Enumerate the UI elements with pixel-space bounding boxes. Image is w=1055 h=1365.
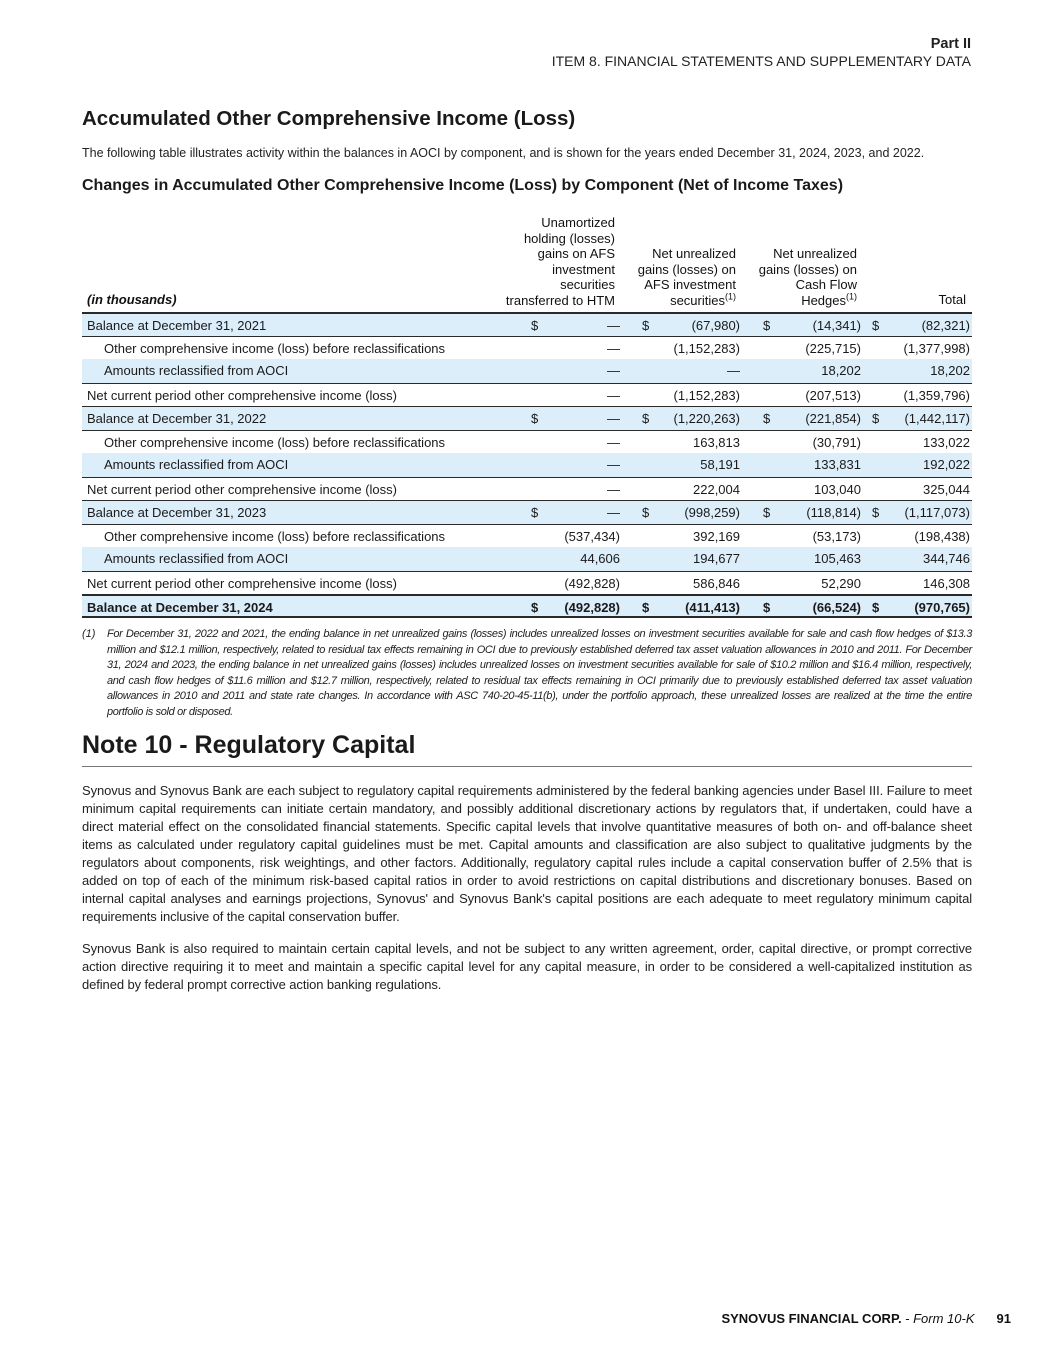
table-row [82,594,972,618]
row-label: Other comprehensive income (loss) before reclassifications [104,528,446,544]
cell-afs: 58,191 [700,457,740,472]
aoci-intro: The following table illustrates activity within the balances in AOCI by component, and is shown for the years ended December 31, 2024, 2023, and 2022. [82,146,925,160]
note10-paragraph-1: Synovus and Synovus Bank are each subject to regulatory capital requirements administered by the federal banking agencies under Basel III. Failure to meet minimum capital requirements can initiate certain mandatory, and possibly additional discretionary actions by regulators that, if undertaken, could have a direct material effect on the consolidated financial statements. Specific capital levels that involve quantitative measures of both on- and off-balance sheet items as calculated under regulatory capital guidelines must be met. Capital amounts and classification are also subject to qualitative judgments by the regulators about components, risk weightings, and other factors. Additionally, regulatory capital rules include a capital conservation buffer of 2.5% that is added on top of each of the minimum risk-based capital ratios in order to avoid restrictions on capital distributions and discretionary bonuses. Based on internal capital analyses and earnings projections, Synovus' and Synovus Bank's capital positions are each adequate to meet regulatory minimum capital requirements inclusive of the capital conservation buffer. [82,783,972,924]
dollar-sign: $ [763,505,771,520]
cell-htm: — [607,505,620,520]
row-label: Balance at December 31, 2024 [87,600,273,615]
cell-total: 18,202 [930,363,970,378]
footnote-ref: (1) [725,291,736,302]
table-row [82,500,972,524]
row-label: Other comprehensive income (loss) before reclassifications [104,434,446,450]
cell-htm: — [607,434,620,450]
col-header-line: Unamortized [541,215,615,230]
cell-htm: — [607,387,620,403]
cell-total: (198,438) [914,528,970,544]
cell-htm: — [607,411,620,426]
col-header-line: gains (losses) on [637,261,736,277]
cell-cfh: 105,463 [814,551,861,566]
cell-total: 325,044 [923,481,970,497]
table-row [82,547,972,571]
col-header-text: Hedges [801,292,846,308]
footnote-ref: (1) [846,291,857,302]
cell-afs: (1,220,263) [673,411,740,426]
dollar-sign: $ [642,411,650,426]
divider [82,766,972,767]
col-header-line: investment [552,261,615,277]
cell-total: (970,765) [914,600,970,615]
cell-cfh: (118,814) [806,505,861,520]
cell-afs: (67,980) [691,318,740,333]
cell-afs: 222,004 [693,481,740,497]
cell-cfh: (66,524) [812,600,861,615]
part-label: Part II [930,36,971,52]
table-row [82,359,972,383]
dollar-sign: $ [642,505,650,520]
col-header-line: holding (losses) [523,230,615,246]
row-label: Balance at December 31, 2022 [87,411,267,426]
cell-htm: (537,434) [564,528,620,544]
col-header-line: Net unrealized [773,246,857,261]
table-row [82,430,972,454]
aoci-title: Accumulated Other Comprehensive Income (Loss) [82,107,576,130]
cell-total: (1,377,998) [903,340,970,356]
cell-total: (82,321) [921,318,970,333]
footnote [82,627,972,720]
dollar-sign: $ [763,411,771,426]
col-header-line: Total [938,292,966,307]
row-label: Amounts reclassified from AOCI [104,457,289,472]
table-row [82,312,972,336]
company-name: SYNOVUS FINANCIAL CORP. [721,1311,902,1326]
cell-total: 146,308 [923,575,970,591]
cell-cfh: 133,831 [814,457,861,472]
cell-total: 344,746 [923,551,970,566]
cell-cfh: (207,513) [805,387,861,403]
dollar-sign: $ [531,411,539,426]
cell-total: (1,117,073) [904,505,970,520]
cell-cfh: (53,173) [812,528,861,544]
cell-total: 133,022 [923,434,970,450]
dollar-sign: $ [872,411,880,426]
aoci-table [82,312,972,618]
cell-afs: 586,846 [693,575,740,591]
dollar-sign: $ [531,318,539,333]
dollar-sign: $ [642,600,650,615]
note10-title: Note 10 - Regulatory Capital [82,731,416,759]
cell-cfh: 103,040 [814,481,861,497]
row-label: Amounts reclassified from AOCI [104,363,289,378]
col-header-line: transferred to HTM [505,292,615,308]
table-row [82,477,972,501]
cell-total: 192,022 [923,457,970,472]
col-header-htm [506,215,615,308]
dollar-sign: $ [763,600,771,615]
col-header-line [638,293,736,309]
cell-afs: 392,169 [693,528,740,544]
col-header-line: securities [560,277,615,292]
row-label: Balance at December 31, 2023 [87,505,267,520]
units-label: (in thousands) [87,292,177,307]
form-label: - Form 10-K [901,1311,975,1326]
cell-cfh: (225,715) [805,340,861,356]
cell-cfh: 18,202 [821,363,861,378]
row-label: Net current period other comprehensive income (loss) [87,481,397,497]
footnote-text: For December 31, 2022 and 2021, the ending balance in net unrealized gains (losses) includes unrealized losses on investment securities available for sale and cash flow hedges of $13.3 million and $12.1 million, respectively, related to residual tax effects remaining in OCI due to previously established deferred tax asset valuation allowances in 2010 and 2011. For December 31, 2024 and 2023, the ending balance in net unrealized gains (losses) includes unrealized losses on investment securities available for sale of $10.2 million and $16.4 million, respectively, and cash flow hedges of $11.6 million and $12.7 million, respectively, related to residual tax effects remaining in OCI primarily due to previously established deferred tax asset valuation allowances in 2010 and 2011 and state rate changes. In accordance with ASC 740-20-45-11(b), under the portfolio approach, these unrealized losses are realized at the time the entire portfolio is sold or disposed. [107,628,972,718]
dollar-sign: $ [872,318,880,333]
cell-cfh: (221,854) [805,411,861,426]
cell-total: (1,442,117) [904,411,970,426]
dollar-sign: $ [531,600,539,615]
cell-afs: 163,813 [693,434,740,450]
cell-cfh: 52,290 [821,575,861,591]
col-header-line: gains on AFS [537,246,615,261]
table-row [82,571,972,595]
col-header-line: Net unrealized [652,246,736,261]
footnote-mark: (1) [82,628,96,640]
row-label: Other comprehensive income (loss) before reclassifications [104,340,446,356]
dollar-sign: $ [763,318,771,333]
cell-total: (1,359,796) [903,387,970,403]
table-row [82,383,972,407]
cell-htm: (492,828) [564,600,620,615]
row-label: Net current period other comprehensive income (loss) [87,575,397,591]
col-header-cfh [759,246,857,308]
row-label: Net current period other comprehensive income (loss) [87,387,397,403]
col-header-line: gains (losses) on [758,261,857,277]
page-header [552,36,971,70]
table-row [82,524,972,548]
dollar-sign: $ [872,505,880,520]
table-row [82,406,972,430]
cell-htm: — [607,457,620,472]
col-header-line: AFS investment [644,277,736,292]
page-footer [721,1311,1011,1326]
cell-htm: 44,606 [580,551,620,566]
table-row [82,336,972,360]
dollar-sign: $ [531,505,539,520]
col-header-line: Cash Flow [795,277,857,292]
page-number: 91 [996,1311,1011,1326]
item-label: ITEM 8. FINANCIAL STATEMENTS AND SUPPLEMENTARY DATA [551,53,971,69]
row-label: Amounts reclassified from AOCI [104,551,289,566]
cell-htm: — [607,363,620,378]
note10-paragraph-2: Synovus Bank is also required to maintain certain capital levels, and not be subject to any written agreement, order, capital directive, or prompt corrective action directive requiring it to meet and maintain a specific capital level for any capital measure, in order to be considered a well-capitalized institution as defined by federal prompt corrective action banking regulations. [82,941,972,992]
cell-afs: (1,152,283) [673,387,740,403]
dollar-sign: $ [642,318,650,333]
cell-afs: 194,677 [693,551,740,566]
dollar-sign: $ [872,600,880,615]
row-label: Balance at December 31, 2021 [87,318,267,333]
cell-afs: (998,259) [684,505,740,520]
col-header-total [939,292,966,308]
table-title: Changes in Accumulated Other Comprehensive Income (Loss) by Component (Net of Income Taxes) [82,177,844,194]
cell-htm: — [607,340,620,356]
cell-afs: (411,413) [685,600,740,615]
col-header-afs [638,246,736,308]
cell-htm: — [607,481,620,497]
cell-htm: — [607,318,620,333]
cell-afs: — [727,363,740,378]
col-header-text: securities [670,292,725,308]
cell-htm: (492,828) [564,575,620,591]
table-row [82,453,972,477]
cell-cfh: (14,341) [812,318,861,333]
col-header-line [759,293,857,309]
cell-afs: (1,152,283) [673,340,740,356]
cell-cfh: (30,791) [812,434,861,450]
